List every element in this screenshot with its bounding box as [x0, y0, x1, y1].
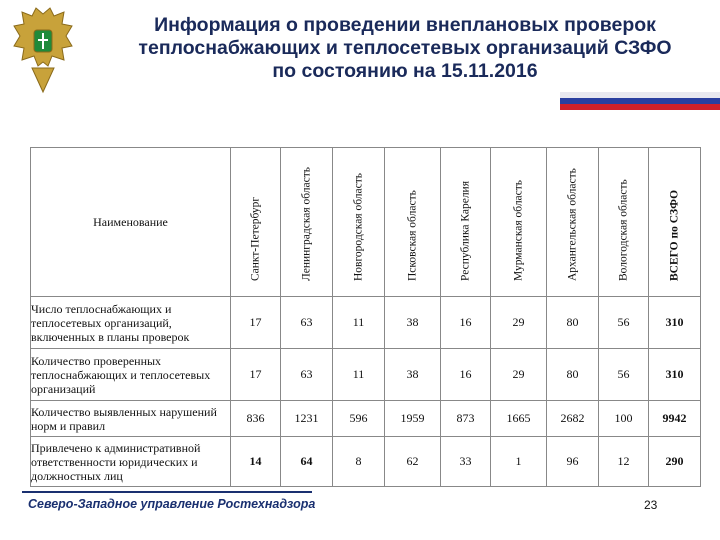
table-cell: 8: [333, 437, 385, 487]
row-name: Привлечено к административной ответственности юридических и должностных лиц: [31, 437, 231, 487]
table-cell: 596: [333, 401, 385, 437]
table-row: [31, 349, 701, 401]
table-header-row: [31, 148, 701, 297]
table-cell-total: 310: [649, 349, 701, 401]
table-cell: 100: [599, 401, 649, 437]
row-name: Количество проверенных теплоснабжающих и теплосетевых организаций: [31, 349, 231, 401]
table-cell: 12: [599, 437, 649, 487]
page-title: Информация о проведении внеплановых проверок теплоснабжающих и теплосетевых организаций СЗФО по состоянию на 15.11.2016: [138, 14, 672, 82]
table-cell: 2682: [547, 401, 599, 437]
table-cell: 11: [333, 349, 385, 401]
table-row: [31, 401, 701, 437]
column-header: Ленинградская область: [281, 148, 333, 297]
table-cell: 63: [281, 349, 333, 401]
footer-organization: Северо-Западное управление Ростехнадзора: [28, 497, 316, 511]
column-header: Санкт-Петербург: [231, 148, 281, 297]
table-cell: 836: [231, 401, 281, 437]
double-headed-eagle-emblem-icon: [12, 6, 74, 96]
column-header: Мурманская область: [491, 148, 547, 297]
table-cell: 16: [441, 297, 491, 349]
table-cell: 1231: [281, 401, 333, 437]
table-cell: 80: [547, 349, 599, 401]
inspections-table: [30, 147, 701, 487]
column-header: Псковская область: [385, 148, 441, 297]
column-header-total: ВСЕГО по СЗФО: [649, 148, 701, 297]
table-cell-total: 310: [649, 297, 701, 349]
table-cell: 16: [441, 349, 491, 401]
row-name: Число теплоснабжающих и теплосетевых организаций, включенных в планы проверок: [31, 297, 231, 349]
table-cell: 17: [231, 349, 281, 401]
column-header: Республика Карелия: [441, 148, 491, 297]
table-cell: 1959: [385, 401, 441, 437]
table-cell: 29: [491, 297, 547, 349]
name-header: Наименование: [31, 148, 231, 297]
table-cell: 17: [231, 297, 281, 349]
table-cell: 1665: [491, 401, 547, 437]
table-cell: 62: [385, 437, 441, 487]
table-cell: 29: [491, 349, 547, 401]
table-cell-total: 9942: [649, 401, 701, 437]
row-name: Количество выявленных нарушений норм и правил: [31, 401, 231, 437]
table-cell: 33: [441, 437, 491, 487]
table-cell: 38: [385, 297, 441, 349]
table-cell: 64: [281, 437, 333, 487]
table-cell: 38: [385, 349, 441, 401]
table-cell: 80: [547, 297, 599, 349]
table-cell: 96: [547, 437, 599, 487]
table-cell-total: 290: [649, 437, 701, 487]
column-header: Архангельская область: [547, 148, 599, 297]
column-header: Вологодская область: [599, 148, 649, 297]
table-cell: 1: [491, 437, 547, 487]
table-cell: 11: [333, 297, 385, 349]
table-row: [31, 437, 701, 487]
table-row: [31, 297, 701, 349]
page-number: 23: [644, 498, 658, 512]
table-cell: 63: [281, 297, 333, 349]
table-cell: 14: [231, 437, 281, 487]
table-cell: 56: [599, 349, 649, 401]
footer-divider: [22, 491, 312, 493]
table-cell: 873: [441, 401, 491, 437]
flag-stripes: [560, 92, 720, 110]
table-cell: 56: [599, 297, 649, 349]
column-header: Новгородская область: [333, 148, 385, 297]
